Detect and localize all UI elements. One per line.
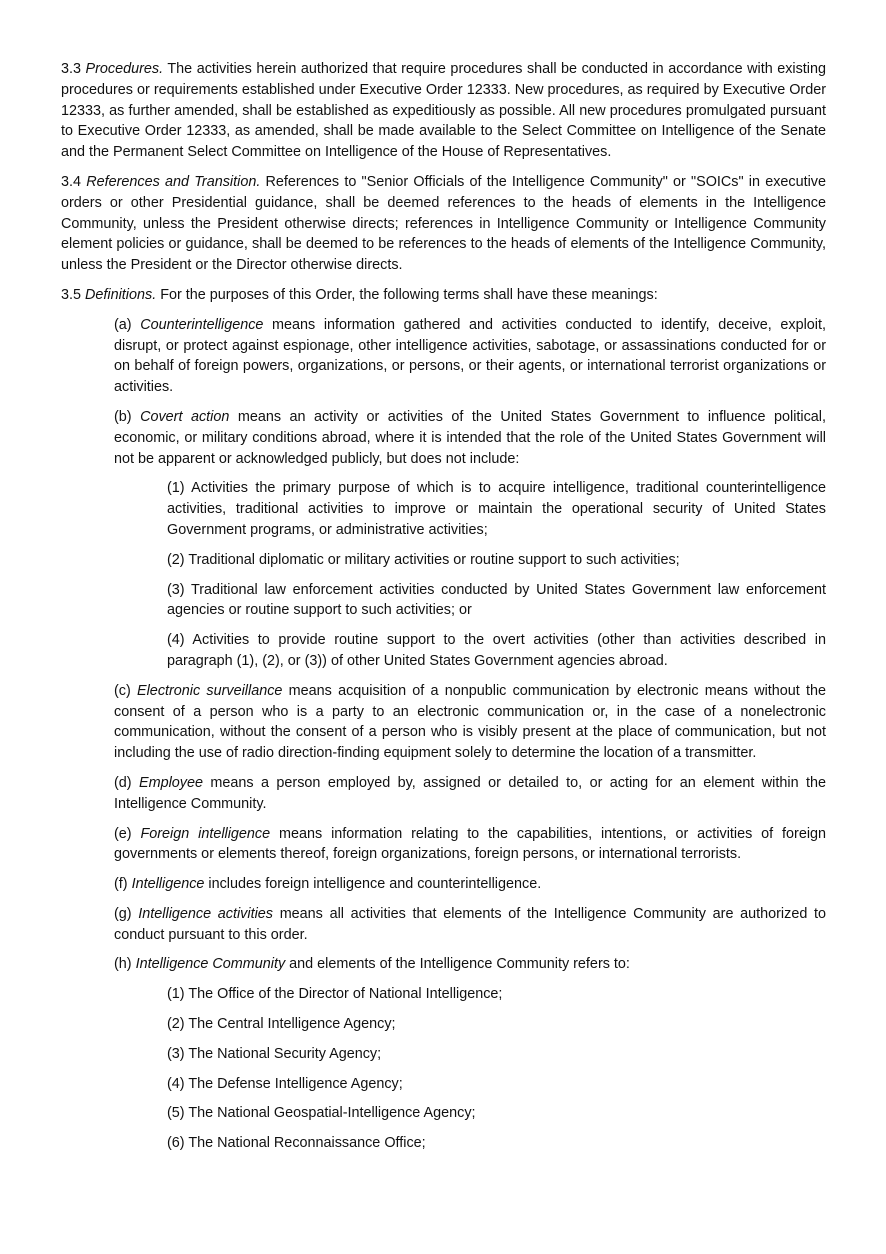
definition-a: (a) Counterintelligence means information gathered and activities conducted to identify, deceive, exploit, disrupt, or protect against espionage, other intelligence activities, sabotage, or assassinations conducted for or on behalf of foreign powers, organizations, or persons, or their agents, or international terrorist organizations or activities. <box>114 316 826 396</box>
section-title: References and Transition. <box>86 173 261 190</box>
section-3-3: 3.3 Procedures. The activities herein authorized that require procedures shall be conducted in accordance with existing procedures or requirements established under Executive Order 12333. New procedures, as required by Executive Order 12333, as further amended, shall be established as expeditiously as possible. All new procedures promulgated pursuant to Executive Order 12333, as amended, shall be made available to the Select Committee on Intelligence of the Senate and the Permanent Select Committee on Intelligence of the House of Representatives. <box>61 61 827 161</box>
definition-f: (f) Intelligence includes foreign intelligence and counterintelligence. <box>114 876 542 893</box>
definition-b-item: (1) Activities the primary purpose of which is to acquire intelligence, traditional counterintelligence activities, traditional activities to improve or maintain the operational security of United States Government programs, or administrative activities; <box>167 480 826 538</box>
definition-d: (d) Employee means a person employed by, assigned or detailed to, or acting for an element within the Intelligence Community. <box>114 774 826 812</box>
definition-h-item: (1) The Office of the Director of National Intelligence; <box>167 986 503 1003</box>
defined-term: Foreign intelligence <box>140 825 271 842</box>
definition-h-item: (4) The Defense Intelligence Agency; <box>167 1075 403 1092</box>
defined-term: Counterintelligence <box>140 316 264 333</box>
document-body <box>61 59 826 1163</box>
definition-b: (b) Covert action means an activity or activities of the United States Government to influence political, economic, or military conditions abroad, where it is intended that the role of the United States Government will not be apparent or acknowledged publicly, but does not include: <box>114 408 826 467</box>
definition-b-item: (4) Activities to provide routine support to the overt activities (other than activities described in paragraph (1), (2), or (3)) of other United States Government agencies abroad. <box>167 632 826 669</box>
defined-term: Covert action <box>140 408 230 425</box>
section-title: Procedures. <box>85 61 164 77</box>
definition-b-item: (2) Traditional diplomatic or military activities or routine support to such activities; <box>167 551 680 568</box>
definition-g: (g) Intelligence activities means all activities that elements of the Intelligence Community are authorized to conduct pursuant to this order. <box>114 905 827 943</box>
section-3-5: 3.5 Definitions. For the purposes of this Order, the following terms shall have these meanings: <box>61 286 658 303</box>
section-3-4: 3.4 References and Transition. References to "Senior Officials of the Intelligence Community" or "SOICs" in executive orders or other Presidential guidance, shall be deemed references to the heads of elements in the Intelligence Community, unless the President otherwise directs; references in Intelligence Community or Intelligence Community element policies or guidance, shall be deemed to be references to the heads of elements of the Intelligence Community, unless the President or the Director otherwise directs. <box>61 173 826 274</box>
defined-term: Intelligence activities <box>138 905 273 922</box>
definition-h-item: (2) The Central Intelligence Agency; <box>167 1016 396 1033</box>
defined-term: Electronic surveillance <box>137 682 283 699</box>
definition-h-item: (6) The National Reconnaissance Office; <box>167 1135 426 1152</box>
defined-term: Intelligence Community <box>135 956 286 973</box>
definition-h-item: (5) The National Geospatial-Intelligence Agency; <box>167 1105 476 1122</box>
defined-term: Intelligence <box>131 876 205 893</box>
defined-term: Employee <box>139 774 203 791</box>
section-title: Definitions. <box>85 286 157 303</box>
definition-h-item: (3) The National Security Agency; <box>167 1045 382 1062</box>
definition-b-item: (3) Traditional law enforcement activities conducted by United States Government law enforcement agencies or routine support to such activities; or <box>167 581 826 619</box>
definition-h: (h) Intelligence Community and elements of the Intelligence Community refers to: <box>114 956 630 973</box>
definition-c: (c) Electronic surveillance means acquisition of a nonpublic communication by electronic means without the consent of a person who is a party to an electronic communication or, in the case of a nonelectronic communication, without the consent of a person who is visibly present at the place of communication, but not including the use of radio direction-finding equipment solely to determine the location of a transmitter. <box>114 682 827 762</box>
definition-e: (e) Foreign intelligence means information relating to the capabilities, intentions, or activities of foreign governments or elements thereof, foreign organizations, foreign persons, or international terrorists. <box>114 825 827 863</box>
